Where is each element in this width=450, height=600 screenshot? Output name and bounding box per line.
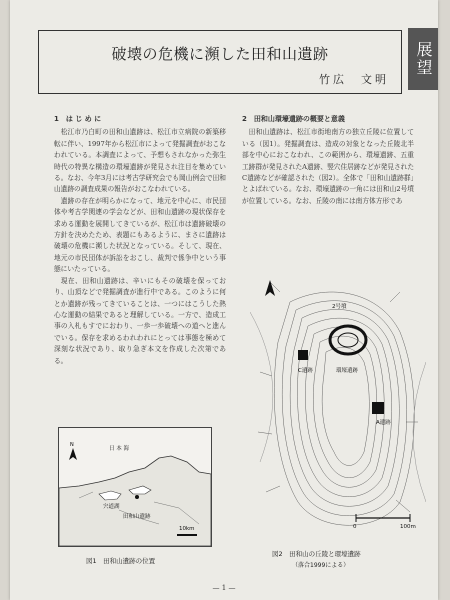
figure1-caption: 図1 田和山遺跡の位置	[86, 557, 156, 565]
paragraph: 松江市乃白町の田和山遺跡は、松江市立病院の新築移転に伴い、1997年から松江市によって発掘調査がおこなわれている。本調査によって、予想もされなかった弥生時代の特異な構造の環壕遺跡が発見され注目を集めている。なお、今年3月には考古学研究会でも岡山例会で田和山遺跡の調査成果の報告がおこなわれている。	[54, 128, 226, 194]
map-scale-label: 10km	[179, 526, 195, 532]
map-label-sea: 日 本 海	[109, 446, 129, 452]
section-heading-2: 2 田和山環壕遺跡の概要と意義	[242, 115, 345, 123]
paragraph: 田和山遺跡は、松江市街地南方の独立丘陵に位置している（図1）。発掘調査は、造成の対象となった丘陵北半部を中心におこなわれ、この範囲から、環壕遺跡、五重工跡群が発見されたA遺跡、竪穴住居跡などが発見されたC遺跡などが確認された（図2）。全体で「田和山遺跡群」とよばれている。なお、環壕遺跡の一角には田和山2号墳が位置している。なお、丘陵の南には南方体方形であ	[242, 128, 415, 205]
paragraph: 現在、田和山遺跡は、辛いにもその破壊を保っており、山頂などで発掘調査が進行中である。このように何とか遺跡が残ってきていることは、一つにはこうした熱心な運動の結果であると理解している。一方で、造成工事の入札もすでにおわり、一歩一歩破壊への道へと進んでいる。保存を求めるわれわれにとっては事態を極めて深刻な状況であり、取り急ぎ本文を作成した次第である。	[54, 276, 226, 365]
scale-end-label: 100m	[400, 524, 416, 530]
right-column	[242, 114, 414, 207]
section-tab: 展望	[408, 28, 438, 90]
north-arrow-icon	[69, 448, 77, 460]
article-author: 竹広 文明	[319, 73, 389, 86]
label-moat-site: 環壕遺跡	[336, 368, 359, 374]
figure2-source-note: （落合1999による）	[292, 562, 350, 569]
journal-page	[10, 0, 438, 600]
svg-text:N: N	[70, 442, 74, 448]
label-c-site: C遺跡	[298, 368, 313, 374]
contour-map-graphic	[250, 272, 426, 542]
a-site-marker	[372, 402, 384, 414]
map-label-site: 田和山遺跡	[123, 514, 151, 520]
paragraph: 遺跡の存在が明らかになって、地元を中心に、市民団体や考古学関連の学会などが、田和山遺跡の現状保存を求める運動を展開してきているが、松江市は遺跡破壊の方針を決めたため、表題にもあるように、まさに遺跡は破壊の危機に瀕した状況となっている。そして、現在、地元の市民団体が訴訟をおこし、裁判で係争中という事態にいたっている。	[54, 196, 226, 274]
north-arrow-icon	[265, 280, 275, 296]
label-a-site: A遺跡	[376, 420, 391, 426]
left-column	[54, 114, 226, 367]
site-contour-map	[250, 272, 426, 542]
location-map	[58, 427, 212, 547]
c-site-marker	[298, 350, 308, 360]
figure2-caption: 図2 田和山の丘陵と環壕遺跡	[272, 550, 361, 558]
site-marker	[135, 495, 139, 499]
map-label-lake: 宍道湖	[103, 504, 120, 510]
scale-start-label: 0	[353, 524, 357, 530]
moat-ring	[330, 326, 366, 354]
label-mound: 2号墳	[332, 304, 347, 310]
title-box	[38, 30, 402, 94]
article-title: 破壊の危機に瀕した田和山遺跡	[111, 45, 329, 63]
section-heading-1: 1 は じ め に	[54, 115, 102, 123]
page-number: — 1 —	[212, 584, 236, 592]
